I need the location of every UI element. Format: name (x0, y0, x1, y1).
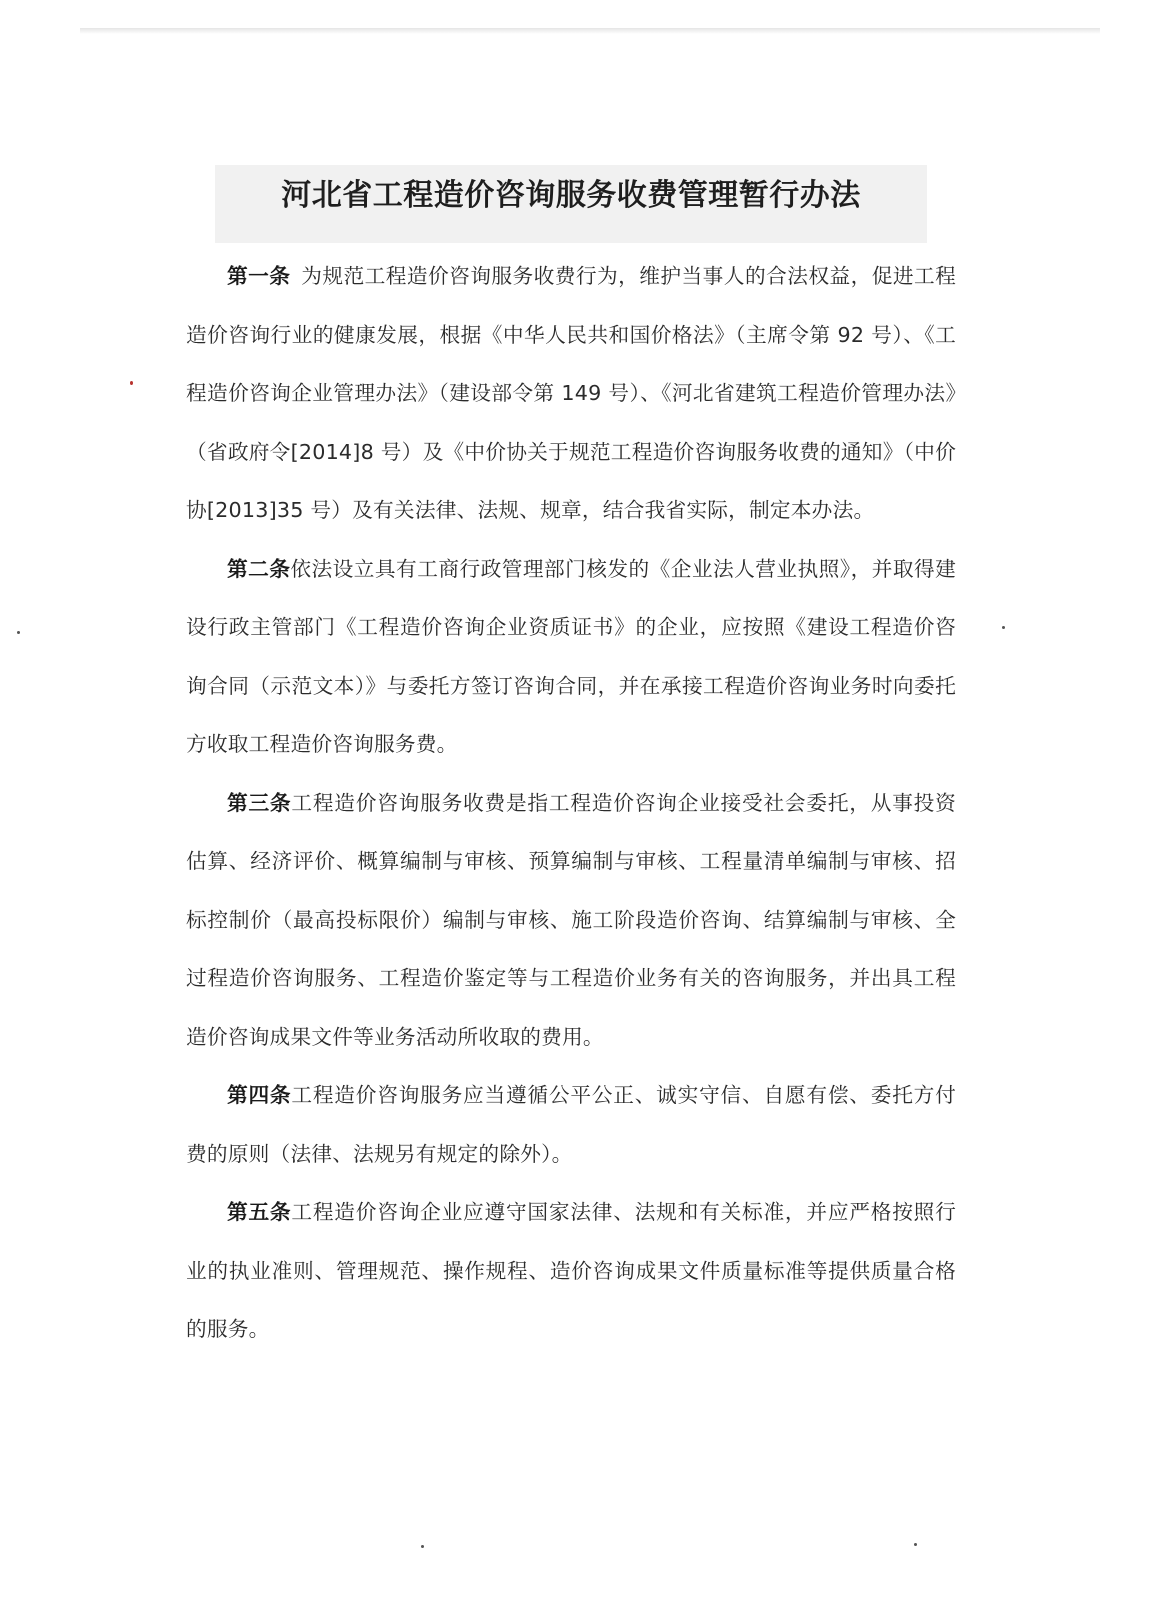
article-text: 工程造价咨询服务收费是指工程造价咨询企业接受社会委托，从事投资估算、经济评价、概算编制与审核、预算编制与审核、工程量清单编制与审核、招标控制价（最高投标限价）编制与审核、施工阶段造价咨询、结算编制与审核、全过程造价咨询服务、工程造价鉴定等与工程造价业务有关的咨询服务，并出具工程造价咨询成果文件等业务活动所收取的费用。 (186, 790, 956, 1049)
article-3 (186, 774, 956, 1067)
scan-speck (1002, 626, 1005, 629)
article-label: 第一条 (227, 264, 291, 288)
article-5 (186, 1183, 956, 1359)
document-body (186, 247, 956, 1359)
article-1 (186, 247, 956, 540)
article-text: 为规范工程造价咨询服务收费行为，维护当事人的合法权益，促进工程造价咨询行业的健康发展，根据《中华人民共和国价格法》（主席令第 92 号）、《工程造价咨询企业管理办法》（建设部令第 149 号）、《河北省建筑工程造价管理办法》（省政府令[2014]8 号）及《中价协关于规范工程造价咨询服务收费的通知》（中价协[2013]35 号）及有关法律、法规、规章，结合我省实际，制定本办法。 (186, 264, 957, 522)
article-label: 第二条 (227, 556, 291, 581)
article-text: 工程造价咨询企业应遵守国家法律、法规和有关标准，并应严格按照行业的执业准则、管理规范、操作规程、造价咨询成果文件质量标准等提供质量合格的服务。 (186, 1200, 956, 1341)
scan-speck (130, 381, 133, 385)
scan-speck (17, 631, 20, 634)
scan-speck (914, 1543, 917, 1546)
article-2 (186, 540, 956, 774)
article-4 (186, 1066, 956, 1183)
article-label: 第四条 (227, 1083, 292, 1107)
document-title: 河北省工程造价咨询服务收费管理暂行办法 (281, 178, 861, 213)
article-label: 第三条 (227, 790, 292, 815)
scan-speck (421, 1545, 424, 1548)
article-text: 工程造价咨询服务应当遵循公平公正、诚实守信、自愿有偿、委托方付费的原则（法律、法规另有规定的除外）。 (186, 1083, 956, 1166)
scan-edge-shadow (80, 28, 1100, 34)
article-text: 依法设立具有工商行政管理部门核发的《企业法人营业执照》，并取得建设行政主管部门《工程造价咨询企业资质证书》的企业，应按照《建设工程造价咨询合同（示范文本）》与委托方签订咨询合同，并在承接工程造价咨询业务时向委托方收取工程造价咨询服务费。 (186, 556, 956, 756)
article-label: 第五条 (227, 1200, 292, 1224)
